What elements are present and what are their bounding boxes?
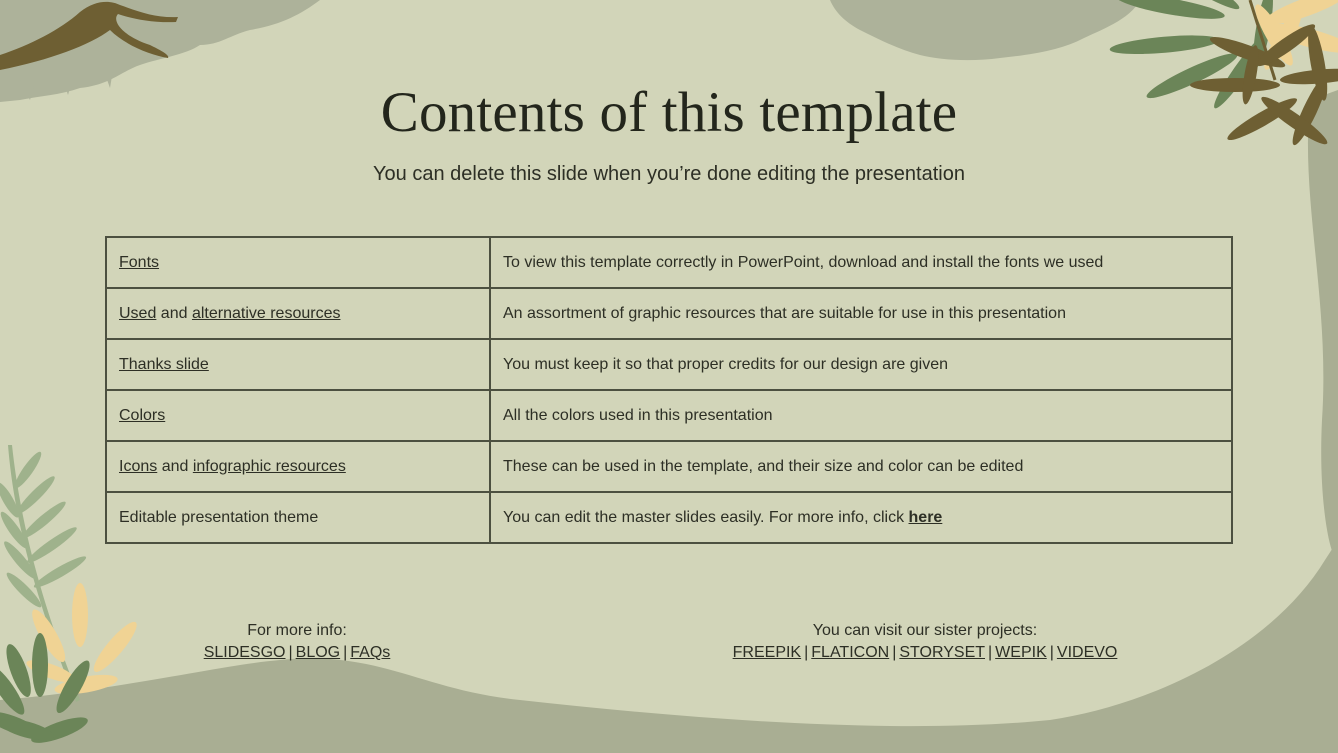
separator: | [892, 644, 897, 661]
table-row [106, 441, 1232, 492]
separator: | [288, 644, 293, 661]
description-text: These can be used in the template, and their size and color can be edited [503, 457, 1024, 475]
table-cell-topic [106, 339, 490, 390]
table-cell-description [490, 339, 1232, 390]
table-cell-topic [106, 390, 490, 441]
topic-text: Editable presentation theme [119, 508, 319, 526]
link-fonts[interactable]: Fonts [119, 253, 160, 271]
contents-table [105, 236, 1233, 544]
foliage-top-right-icon [830, 0, 1140, 60]
link-infographic-resources[interactable]: infographic resources [192, 457, 346, 475]
table-cell-description [490, 492, 1232, 543]
description-text: An assortment of graphic resources that are suitable for use in this presentation [503, 304, 1066, 322]
footer-more-info-links [197, 642, 397, 664]
table-cell-description [490, 288, 1232, 339]
page-subtitle: You can delete this slide when you’re done editing the presentation [373, 163, 965, 185]
table-row [106, 492, 1232, 543]
separator: | [804, 644, 809, 661]
conjunction-text: and [157, 457, 193, 475]
description-text: You can edit the master slides easily. For more info, click [503, 508, 909, 526]
footer-sister-projects-links [725, 642, 1125, 664]
footer-more-info [197, 620, 397, 664]
link-used[interactable]: Used [119, 304, 157, 322]
link-freepik[interactable]: FREEPIK [732, 644, 802, 661]
conjunction-text: and [156, 304, 192, 322]
table-cell-topic [106, 237, 490, 288]
table-row [106, 390, 1232, 441]
table-cell-topic [106, 441, 490, 492]
link-videvo[interactable]: VIDEVO [1056, 644, 1118, 661]
separator: | [343, 644, 348, 661]
description-text: You must keep it so that proper credits for our design are given [503, 355, 948, 373]
link-faqs[interactable]: FAQs [350, 644, 391, 661]
table-row [106, 339, 1232, 390]
table-cell-description [490, 237, 1232, 288]
link-storyset[interactable]: STORYSET [899, 644, 986, 661]
link-wepik[interactable]: WEPIK [995, 644, 1047, 661]
table-row [106, 288, 1232, 339]
table-cell-topic [106, 288, 490, 339]
table-row [106, 237, 1232, 288]
table-cell-description [490, 441, 1232, 492]
link-colors[interactable]: Colors [119, 406, 166, 424]
footer-more-info-label: For more info: [247, 622, 347, 639]
separator: | [1049, 644, 1054, 661]
description-text: To view this template correctly in PowerPoint, download and install the fonts we used [503, 253, 1104, 271]
table-cell-description [490, 390, 1232, 441]
link-thanks-slide[interactable]: Thanks slide [119, 355, 209, 373]
separator: | [988, 644, 993, 661]
link-slidesgo[interactable]: SLIDESGO [203, 644, 286, 661]
link-flaticon[interactable]: FLATICON [811, 644, 890, 661]
link-here[interactable]: here [908, 508, 943, 526]
page-title: Contents of this template [380, 81, 958, 144]
table-cell-topic [106, 492, 490, 543]
link-alternative-resources[interactable]: alternative resources [191, 304, 341, 322]
footer-sister-projects [725, 620, 1125, 664]
link-blog[interactable]: BLOG [295, 644, 341, 661]
link-icons[interactable]: Icons [119, 457, 158, 475]
footer-sister-projects-label: You can visit our sister projects: [812, 622, 1038, 639]
description-text: All the colors used in this presentation [503, 406, 773, 424]
